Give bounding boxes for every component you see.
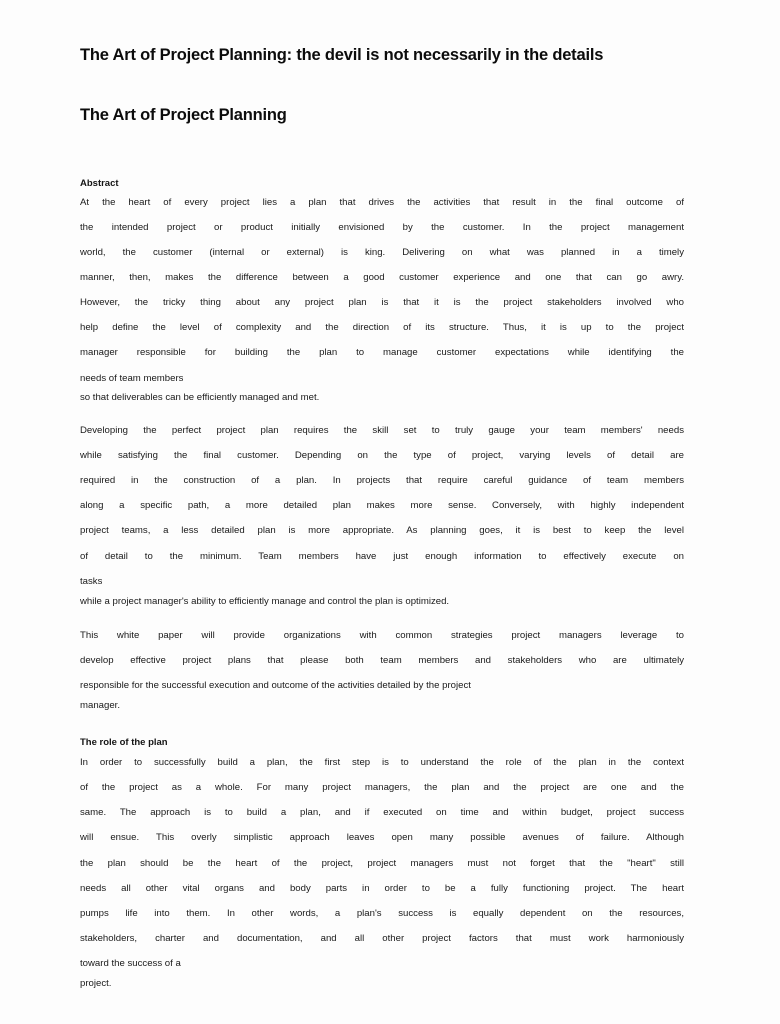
abstract-line: develop effective project plans that please both team members and stakeholders who are ultimately	[80, 655, 684, 666]
role-line: In order to successfully build a plan, the first step is to understand the role of the plan in the context	[80, 757, 684, 768]
abstract-line: along a specific path, a more detailed plan makes more sense. Conversely, with highly independent	[80, 500, 684, 511]
role-line: pumps life into them. In other words, a plan's success is equally dependent on the resources,	[80, 908, 684, 919]
role-line: toward the success of a	[80, 958, 181, 969]
abstract-line: while satisfying the final customer. Depending on the type of project, varying levels of detail are	[80, 450, 684, 461]
abstract-line: manager.	[80, 700, 121, 711]
abstract-line: world, the customer (internal or external) is king. Delivering on what was planned in a timely	[80, 247, 684, 258]
abstract-line: At the heart of every project lies a plan that drives the activities that result in the final outcome of	[80, 197, 684, 208]
document-subtitle: The Art of Project Planning	[80, 106, 287, 124]
role-line: same. The approach is to build a plan, and if executed on time and within budget, project success	[80, 807, 684, 818]
role-line: the plan should be the heart of the project, project managers must not forget that the "heart" still	[80, 858, 684, 869]
section-heading-abstract: Abstract	[80, 178, 119, 189]
abstract-line: Developing the perfect project plan requires the skill set to truly gauge your team members' needs	[80, 425, 684, 436]
abstract-line: help define the level of complexity and the direction of its structure. Thus, it is up to the project	[80, 322, 684, 333]
abstract-line: This white paper will provide organizations with common strategies project managers leverage to	[80, 630, 684, 641]
abstract-line: so that deliverables can be efficiently managed and met.	[80, 392, 320, 403]
abstract-line: needs of team members	[80, 373, 184, 384]
role-line: of the project as a whole. For many project managers, the plan and the project are one and the	[80, 782, 684, 793]
abstract-line: responsible for the successful execution and outcome of the activities detailed by the project	[80, 680, 471, 691]
document-title: The Art of Project Planning: the devil is not necessarily in the details	[80, 46, 604, 64]
abstract-line: of detail to the minimum. Team members have just enough information to effectively execute on	[80, 551, 684, 562]
abstract-line: required in the construction of a plan. In projects that require careful guidance of team members	[80, 475, 684, 486]
role-line: project.	[80, 978, 112, 989]
abstract-line: project teams, a less detailed plan is more appropriate. As planning goes, it is best to keep the level	[80, 525, 684, 536]
abstract-line: tasks	[80, 576, 103, 587]
section-heading-role-of-plan: The role of the plan	[80, 737, 168, 748]
role-line: will ensue. This overly simplistic approach leaves open many possible avenues of failure. Although	[80, 832, 684, 843]
role-line: stakeholders, charter and documentation, and all other project factors that must work harmoniously	[80, 933, 684, 944]
abstract-line: However, the tricky thing about any project plan is that it is the project stakeholders involved who	[80, 297, 684, 308]
abstract-line: manager responsible for building the plan to manage customer expectations while identifying the	[80, 347, 684, 358]
abstract-line: manner, then, makes the difference between a good customer experience and one that can go awry.	[80, 272, 684, 283]
role-line: needs all other vital organs and body parts in order to be a fully functioning project. The heart	[80, 883, 684, 894]
abstract-line: while a project manager's ability to efficiently manage and control the plan is optimized.	[80, 596, 450, 607]
abstract-line: the intended project or product initially envisioned by the customer. In the project management	[80, 222, 684, 233]
